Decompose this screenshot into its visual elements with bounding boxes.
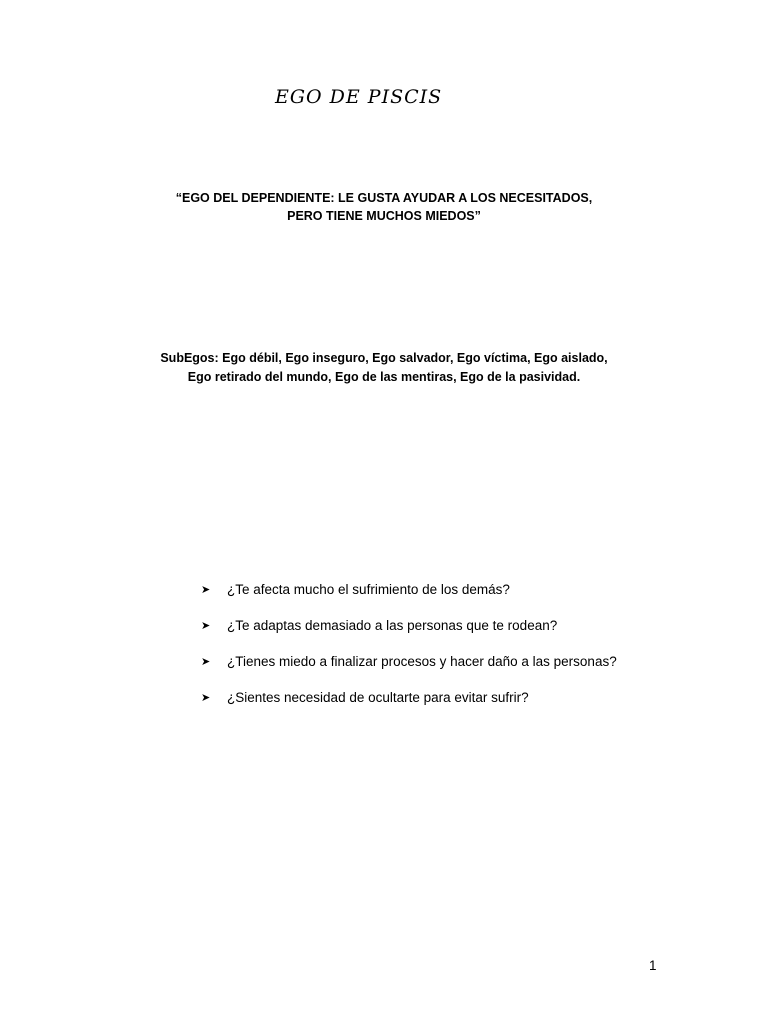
arrowhead-bullet-icon: ➤ [201,583,211,596]
question-text: ¿Te afecta mucho el sufrimiento de los demás? [227,581,510,597]
list-item [201,578,617,600]
list-item [201,686,617,708]
list-item [201,650,617,672]
question-list [201,578,617,722]
subegos-paragraph [84,349,684,387]
arrowhead-bullet-icon: ➤ [201,691,211,704]
question-text: ¿Sientes necesidad de ocultarte para evitar sufrir? [227,689,529,705]
subegos-line-1: SubEgos: Ego débil, Ego inseguro, Ego salvador, Ego víctima, Ego aislado, [160,351,608,365]
question-text: ¿Tienes miedo a finalizar procesos y hacer daño a las personas? [227,653,617,669]
subtitle-line-2: PERO TIENE MUCHOS MIEDOS” [287,209,481,223]
list-item [201,614,617,636]
page-number: 1 [649,958,657,973]
subtitle-quote [100,189,668,225]
page-title: EGO DE PISCIS [275,86,443,108]
arrowhead-bullet-icon: ➤ [201,655,211,668]
question-text: ¿Te adaptas demasiado a las personas que te rodean? [227,617,558,633]
subegos-line-2: Ego retirado del mundo, Ego de las mentiras, Ego de la pasividad. [187,370,581,384]
arrowhead-bullet-icon: ➤ [201,619,211,632]
subtitle-line-1: “EGO DEL DEPENDIENTE: LE GUSTA AYUDAR A LOS NECESITADOS, [175,191,593,205]
